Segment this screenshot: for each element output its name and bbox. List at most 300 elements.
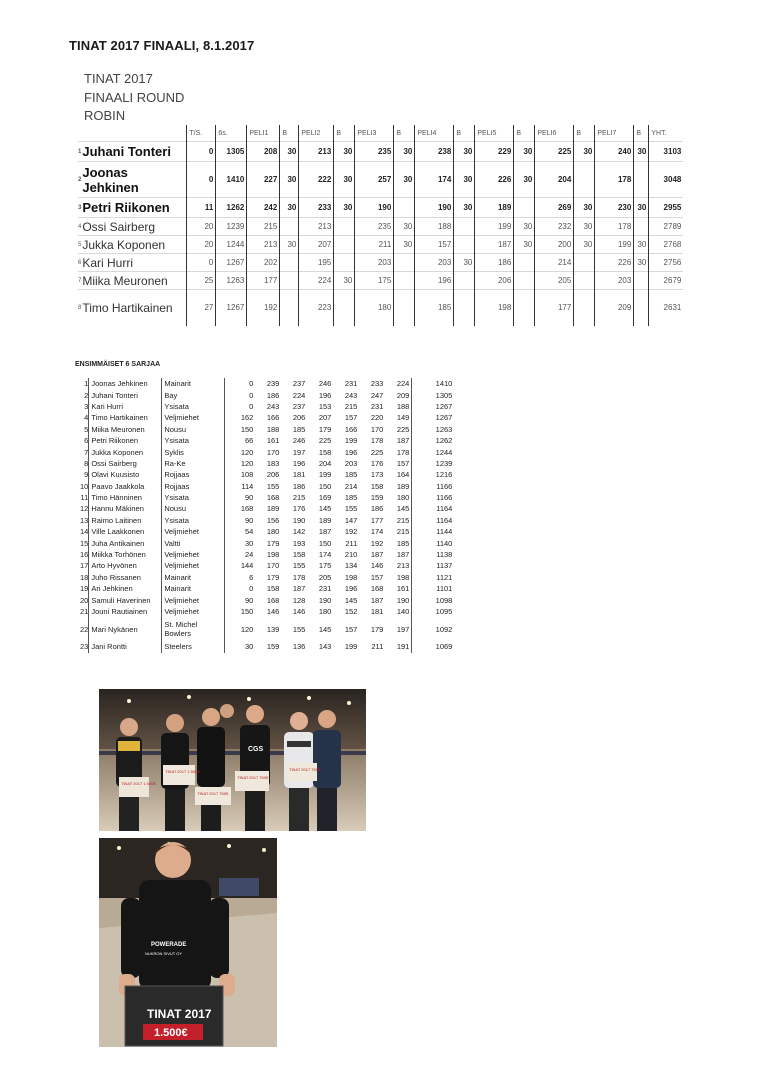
game-score-cell: 208 [247,142,280,162]
column-header: PELI5 [475,125,514,142]
table-row [78,290,683,326]
game-score-cell: 159 [266,642,280,652]
game-score-cell: 189 [396,481,410,491]
game-score-cell: 206 [475,272,514,290]
handicap-cell: 168 [225,503,256,514]
total-cell: 1095 [412,606,455,617]
game-score-cell: 155 [292,561,306,571]
game-score-cell: 190 [355,198,394,218]
game-score-cell: 210 [344,550,358,560]
game-score-cell: 190 [292,515,306,525]
game-score-cell: 222 [299,162,334,198]
player-name: Mari Nykänen [89,617,162,641]
handicap-cell: 0 [225,378,256,389]
handicap-cell: 120 [225,617,256,641]
game-score-cell: 174 [415,162,454,198]
club-cell: Ysisata [162,435,225,446]
handicap-cell: 0 [187,162,216,198]
table-row [78,594,454,605]
rank-cell: 5 [84,424,89,434]
game-score-cell: 179 [318,424,332,434]
player-name: Jouni Rautiainen [89,606,162,617]
player-name: Juhani Tonteri [89,389,162,400]
game-score-cell: 180 [266,527,280,537]
game-score-cell: 158 [318,447,332,457]
table-row [78,617,454,641]
rank-cell: 16 [80,550,89,560]
game-score-cell: 161 [396,584,410,594]
table-row [78,254,683,272]
six-series-cell: 1263 [216,272,247,290]
game-score-cell: 153 [318,401,332,411]
game-score-cell: 150 [318,481,332,491]
game-score-cell: 161 [266,436,280,446]
column-header: PELI2 [299,125,334,142]
column-header: B [334,125,355,142]
rank-cell: 12 [80,504,89,514]
bonus-cell: 30 [514,142,535,162]
game-score-cell: 185 [292,424,306,434]
game-score-cell: 181 [370,607,384,616]
game-score-cell: 157 [344,413,358,423]
player-name: Joonas Jehkinen [89,378,162,389]
game-score-cell: 187 [396,550,410,560]
total-cell: 2768 [649,236,684,254]
player-name: Ville Laakkonen [89,526,162,537]
game-score-cell: 202 [247,254,280,272]
game-score-cell: 187 [292,584,306,594]
game-score-cell: 214 [535,254,574,272]
table-row [78,515,454,526]
club-cell: Mainarit [162,583,225,594]
game-score-cell: 215 [396,515,410,525]
total-cell: 2789 [649,218,684,236]
club-cell: Mainarit [162,378,225,389]
table-row [78,389,454,400]
game-score-cell: 185 [344,493,358,503]
table-row [78,572,454,583]
table-row [78,378,454,389]
column-header: PELI7 [595,125,634,142]
player-name: Ari Jehkinen [89,583,162,594]
game-score-cell: 211 [345,538,358,548]
column-header: PELI6 [535,125,574,142]
handicap-cell: 0 [225,401,256,412]
game-score-cell: 155 [344,504,358,514]
player-name: Timo Hartikainen [81,290,187,326]
handicap-cell: 11 [187,198,216,218]
round-robin-header-row [78,125,683,142]
total-cell: 1140 [412,537,455,548]
game-score-cell: 146 [292,607,306,616]
player-name: Miika Meuronen [89,424,162,435]
row-number: 7 [78,272,81,290]
player-name: Jukka Koponen [81,236,187,254]
handicap-cell: 24 [225,549,256,560]
game-score-cell: 229 [475,142,514,162]
total-cell: 1164 [412,503,455,514]
game-score-cell: 168 [266,493,280,503]
handicap-cell: 66 [225,435,256,446]
cheque-text: TINAT 2017 750€ [197,791,229,796]
game-score-cell: 142 [292,527,306,537]
game-score-cell: 155 [292,624,306,634]
game-score-cell: 188 [266,424,280,434]
game-score-cell: 187 [370,595,384,605]
bonus-cell: 30 [280,236,299,254]
player-name: Ossi Sairberg [89,458,162,469]
rank-cell: 21 [80,607,89,616]
handicap-cell: 25 [187,272,216,290]
game-score-cell: 157 [415,236,454,254]
bonus-cell: 30 [574,218,595,236]
game-score-cell: 199 [344,436,358,446]
game-score-cell: 179 [266,572,280,582]
game-score-cell: 170 [370,424,384,434]
game-score-cell: 145 [344,595,358,605]
table-row [78,236,683,254]
club-cell: Rojjaas [162,469,225,480]
game-score-cell: 197 [396,624,410,634]
cheque-text: TINAT 2017 1.500€ [165,769,200,774]
game-score-cell: 179 [370,624,384,634]
table-row [78,401,454,412]
row-number: 2 [78,162,81,198]
game-score-cell: 180 [318,607,332,616]
table-row [78,218,683,236]
game-score-cell: 186 [370,504,384,514]
bonus-cell: 30 [334,162,355,198]
column-header: 6s. [216,125,247,142]
game-score-cell: 146 [266,607,280,616]
rank-cell: 3 [84,401,89,411]
game-score-cell: 189 [318,515,332,525]
game-score-cell: 196 [344,447,358,457]
rank-cell: 2 [84,390,89,400]
column-header: PELI3 [355,125,394,142]
player-name: Kari Hurri [81,254,187,272]
game-score-cell: 220 [370,413,384,423]
game-score-cell: 175 [318,561,332,571]
shirt-logo-text: POWERADE [151,942,187,948]
game-score-cell: 243 [344,390,358,400]
rank-cell: 22 [80,624,89,634]
player-name: Ossi Sairberg [81,218,187,236]
game-score-cell: 178 [396,447,410,457]
club-cell: Veljmiehet [162,560,225,571]
table-row [78,446,454,457]
game-score-cell: 158 [266,584,280,594]
subtitle-line: FINAALI ROUND [84,89,185,105]
table-row [78,458,454,469]
game-score-cell: 215 [344,401,358,411]
game-score-cell: 186 [266,390,280,400]
player-name: Timo Hartikainen [89,412,162,423]
game-score-cell: 227 [247,162,280,198]
club-cell: Mainarit [162,572,225,583]
game-score-cell: 225 [535,142,574,162]
game-score-cell: 186 [475,254,514,272]
bonus-cell [634,162,649,198]
game-score-cell: 209 [396,390,410,400]
column-header: B [280,125,299,142]
game-score-cell: 199 [318,470,332,480]
bonus-cell: 30 [634,142,649,162]
bonus-cell [514,254,535,272]
game-score-cell: 200 [535,236,574,254]
column-header: B [574,125,595,142]
round-robin-table [78,125,683,326]
game-score-cell: 157 [370,572,384,582]
game-score-cell: 231 [318,584,332,594]
rank-cell: 17 [80,561,89,571]
game-score-cell: 199 [344,642,358,652]
game-score-cell: 226 [595,254,634,272]
shirt-logo-text: NUKRON SIVUT OY [145,951,183,956]
club-cell: Veljmiehet [162,549,225,560]
game-score-cell: 207 [318,413,332,423]
game-score-cell: 211 [355,236,394,254]
game-score-cell: 233 [299,198,334,218]
game-score-cell: 174 [318,550,332,560]
total-cell: 3103 [649,142,684,162]
player-name: Paavo Jaakkola [89,481,162,492]
handicap-cell: 150 [225,606,256,617]
cheque-title: TINAT 2017 [147,1007,212,1021]
row-number: 8 [78,290,81,326]
game-score-cell: 177 [247,272,280,290]
game-score-cell: 191 [396,642,410,652]
six-series-cell: 1305 [216,142,247,162]
column-header: B [394,125,415,142]
table-row [78,503,454,514]
game-score-cell: 147 [344,515,358,525]
game-score-cell: 237 [292,401,306,411]
game-score-cell: 177 [535,290,574,326]
bonus-cell [280,218,299,236]
game-score-cell: 174 [370,527,384,537]
total-cell: 1305 [412,389,455,400]
club-cell: St. Michel Bowlers [162,617,225,641]
game-score-cell: 203 [415,254,454,272]
six-series-cell: 1239 [216,218,247,236]
game-score-cell: 237 [292,379,306,389]
game-score-cell: 225 [318,436,332,446]
bonus-cell: 30 [394,236,415,254]
game-score-cell: 149 [396,413,410,423]
club-cell: Steelers [162,641,225,652]
bonus-cell: 30 [574,236,595,254]
player-name: Raimo Laitinen [89,515,162,526]
game-score-cell: 183 [266,458,280,468]
game-score-cell: 159 [370,493,384,503]
game-score-cell: 247 [370,390,384,400]
club-cell: Valtti [162,537,225,548]
cheque-amount: 1.500€ [154,1027,188,1039]
table-row [78,424,454,435]
player-name: Hannu Mäkinen [89,503,162,514]
player-name: Miika Meuronen [81,272,187,290]
table-row [78,481,454,492]
game-score-cell: 213 [299,218,334,236]
game-score-cell: 145 [396,504,410,514]
bonus-cell [334,236,355,254]
bonus-cell: 30 [634,236,649,254]
bonus-cell [514,272,535,290]
game-score-cell: 178 [595,162,634,198]
bonus-cell: 30 [280,198,299,218]
bonus-cell: 30 [574,142,595,162]
game-score-cell: 166 [266,413,280,423]
table-row [78,526,454,537]
total-cell: 1267 [412,412,455,423]
page-title: TINAT 2017 FINAALI, 8.1.2017 [69,38,255,53]
handicap-cell: 108 [225,469,256,480]
bonus-cell [280,254,299,272]
six-series-cell: 1267 [216,290,247,326]
bonus-cell: 30 [394,142,415,162]
handicap-cell: 20 [187,236,216,254]
handicap-cell: 162 [225,412,256,423]
game-score-cell: 199 [475,218,514,236]
column-header: B [454,125,475,142]
handicap-cell: 90 [225,492,256,503]
row-number: 4 [78,218,81,236]
bonus-cell [394,272,415,290]
table-row [78,537,454,548]
game-score-cell: 143 [318,642,332,652]
bonus-cell: 30 [454,254,475,272]
rank-cell: 19 [80,584,89,594]
game-score-cell: 176 [292,504,306,514]
game-score-cell: 239 [266,379,280,389]
rank-cell: 6 [84,436,89,446]
game-score-cell: 169 [318,493,332,503]
game-score-cell: 186 [292,481,306,491]
table-row [78,583,454,594]
game-score-cell: 198 [475,290,514,326]
game-score-cell: 158 [292,550,306,560]
bonus-cell [334,218,355,236]
rank-cell: 8 [84,458,89,468]
handicap-cell: 0 [225,583,256,594]
game-score-cell: 189 [266,504,280,514]
player-name: Miikka Torhönen [89,549,162,560]
table-row [78,469,454,480]
bonus-cell: 30 [514,218,535,236]
winner-photo [99,838,277,1047]
bonus-cell [634,218,649,236]
bonus-cell [514,290,535,326]
game-score-cell: 190 [318,595,332,605]
total-cell: 1166 [412,481,455,492]
game-score-cell: 187 [318,527,332,537]
game-score-cell: 206 [266,470,280,480]
game-score-cell: 192 [370,538,384,548]
game-score-cell: 238 [415,142,454,162]
cheque-text: TINAT 2017 750€ [289,767,321,772]
bonus-cell: 30 [634,254,649,272]
game-score-cell: 187 [475,236,514,254]
total-cell: 1101 [412,583,455,594]
bonus-cell: 30 [280,142,299,162]
total-cell: 1239 [412,458,455,469]
bonus-cell: 30 [334,272,355,290]
bonus-cell: 30 [514,236,535,254]
six-series-cell: 1262 [216,198,247,218]
game-score-cell: 198 [396,572,410,582]
game-score-cell: 164 [396,470,410,480]
total-cell: 1121 [412,572,455,583]
table-row [78,142,683,162]
game-score-cell: 203 [355,254,394,272]
rank-cell: 20 [80,595,89,605]
club-cell: Syklis [162,446,225,457]
six-series-cell: 1244 [216,236,247,254]
rank-cell: 13 [80,515,89,525]
game-score-cell: 170 [266,561,280,571]
bonus-cell [394,254,415,272]
game-score-cell: 215 [292,493,306,503]
total-cell: 2631 [649,290,684,326]
bonus-cell [454,290,475,326]
club-cell: Ysisata [162,515,225,526]
table-row [78,606,454,617]
game-score-cell: 158 [370,481,384,491]
game-score-cell: 203 [344,458,358,468]
row-number: 6 [78,254,81,272]
cheque-text: TINAT 2017 1.500€ [121,781,156,786]
total-cell: 1410 [412,378,455,389]
total-cell: 1164 [412,515,455,526]
player-name: Jani Rontti [89,641,162,652]
bonus-cell [394,198,415,218]
game-score-cell: 177 [370,515,384,525]
club-cell: Nousu [162,424,225,435]
game-score-cell: 178 [595,218,634,236]
rank-cell: 1 [84,379,89,389]
game-score-cell: 157 [344,624,358,634]
player-name: Timo Hänninen [89,492,162,503]
total-cell: 1137 [412,560,455,571]
club-cell: Veljmiehet [162,412,225,423]
game-score-cell: 136 [292,642,306,652]
column-header: PELI4 [415,125,454,142]
handicap-cell: 144 [225,560,256,571]
player-name: Jukka Koponen [89,446,162,457]
bonus-cell [280,272,299,290]
game-score-cell: 243 [266,401,280,411]
total-cell: 2756 [649,254,684,272]
game-score-cell: 246 [318,379,332,389]
game-score-cell: 233 [370,379,384,389]
total-cell: 2679 [649,272,684,290]
game-score-cell: 187 [396,436,410,446]
game-score-cell: 215 [396,527,410,537]
bonus-cell: 30 [454,142,475,162]
game-score-cell: 230 [595,198,634,218]
player-name: Juho Rissanen [89,572,162,583]
handicap-cell: 90 [225,594,256,605]
game-score-cell: 205 [535,272,574,290]
game-score-cell: 207 [299,236,334,254]
game-score-cell: 196 [318,390,332,400]
subtitle-line: TINAT 2017 [84,71,153,86]
rank-cell: 10 [80,481,89,491]
handicap-cell: 6 [225,572,256,583]
total-cell: 1244 [412,446,455,457]
handicap-cell: 30 [225,641,256,652]
